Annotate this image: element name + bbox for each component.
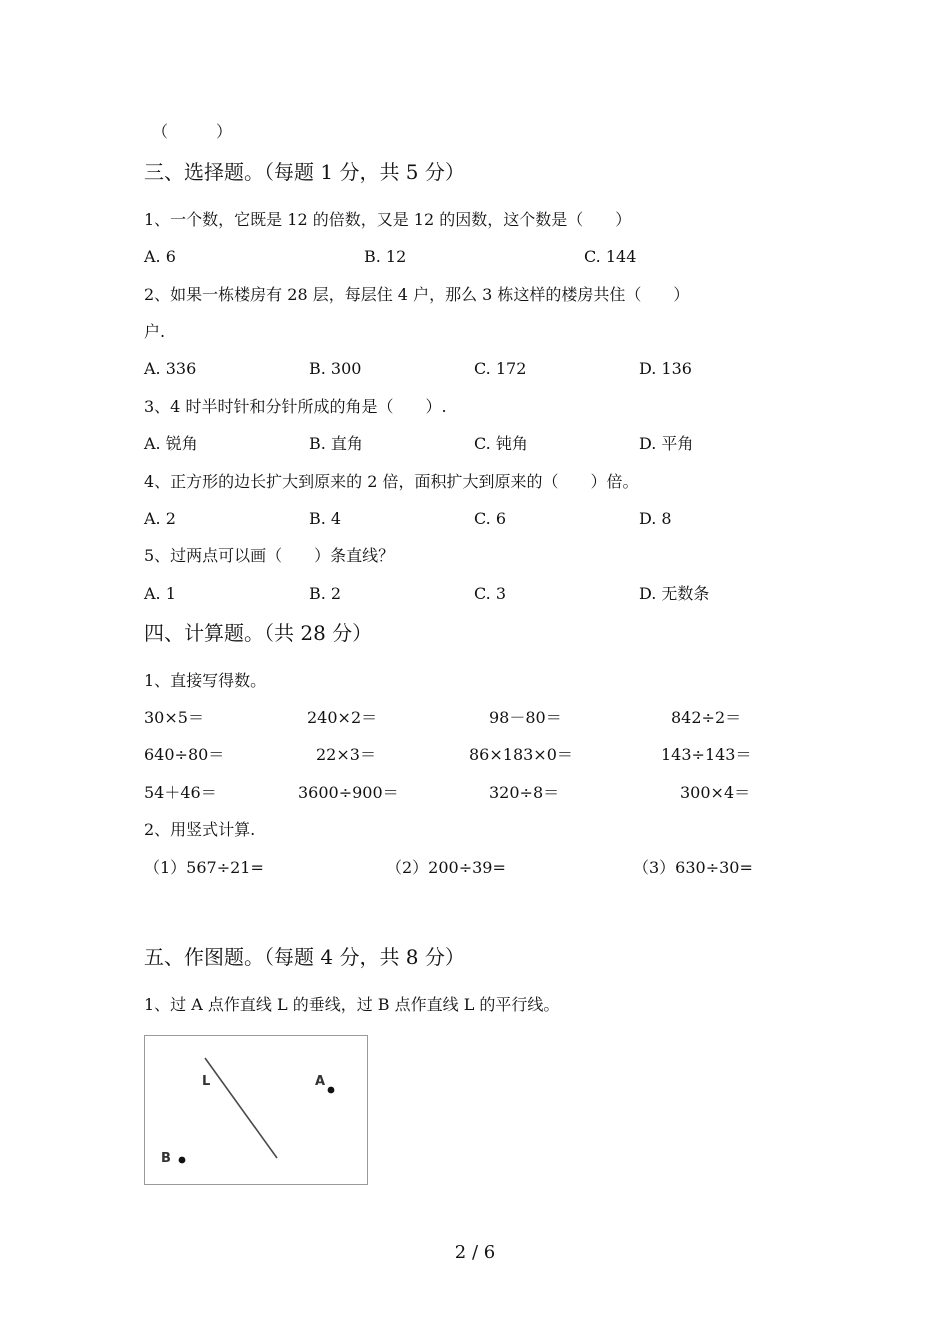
option-3-1-c: C. 144 — [584, 247, 637, 266]
option-3-3-b: B. 直角 — [309, 434, 363, 453]
question-3-2-cont: 户. — [144, 322, 166, 341]
question-4-1: 1、直接写得数。 — [144, 671, 267, 690]
calc-item: 640÷80＝ — [144, 745, 225, 764]
option-3-4-b: B. 4 — [309, 509, 342, 528]
question-3-2: 2、如果一栋楼房有 28 层，每层住 4 户，那么 3 栋这样的楼房共住（ ） — [144, 285, 690, 304]
point-a — [328, 1087, 335, 1094]
section-4-title: 四、计算题。（共 28 分） — [144, 621, 373, 645]
option-3-2-c: C. 172 — [474, 359, 527, 378]
question-5-1: 1、过 A 点作直线 L 的垂线，过 B 点作直线 L 的平行线。 — [144, 995, 560, 1014]
option-3-5-c: C. 3 — [474, 584, 507, 603]
geometry-figure — [144, 1035, 368, 1185]
option-3-5-b: B. 2 — [309, 584, 342, 603]
point-b — [179, 1157, 186, 1164]
option-3-2-a: A. 336 — [144, 359, 197, 378]
calc-item: 842÷2＝ — [671, 708, 742, 727]
option-3-3-d: D. 平角 — [639, 434, 694, 453]
option-3-2-b: B. 300 — [309, 359, 362, 378]
calc-item: 300×4＝ — [680, 783, 751, 802]
question-3-1: 1、一个数，它既是 12 的倍数，又是 12 的因数，这个数是（ ） — [144, 210, 632, 229]
question-3-4: 4、正方形的边长扩大到原来的 2 倍，面积扩大到原来的（ ）倍。 — [144, 472, 639, 491]
option-3-5-d: D. 无数条 — [639, 584, 710, 603]
vertical-calc-item: （3）630÷30= — [633, 858, 753, 877]
calc-item: 30×5＝ — [144, 708, 204, 727]
label-line-l: L — [202, 1074, 211, 1089]
vertical-calc-item: （2）200÷39= — [386, 858, 506, 877]
vertical-calc-item: （1）567÷21= — [144, 858, 264, 877]
calc-item: 240×2＝ — [307, 708, 378, 727]
line-l — [205, 1058, 277, 1158]
calc-item: 3600÷900＝ — [298, 783, 399, 802]
calc-item: 320÷8＝ — [489, 783, 560, 802]
calc-item: 98－80＝ — [489, 708, 562, 727]
option-3-2-d: D. 136 — [639, 359, 692, 378]
question-3-5: 5、过两点可以画（ ）条直线？ — [144, 546, 395, 565]
label-point-b: B — [161, 1151, 171, 1166]
question-4-2: 2、用竖式计算. — [144, 820, 256, 839]
calc-item: 54＋46＝ — [144, 783, 217, 802]
question-3-3: 3、4 时半时针和分针所成的角是（ ）. — [144, 397, 447, 416]
option-3-1-a: A. 6 — [144, 247, 176, 266]
answer-blank: （ ） — [152, 122, 233, 141]
option-3-5-a: A. 1 — [144, 584, 176, 603]
option-3-4-a: A. 2 — [144, 509, 176, 528]
section-3-title: 三、选择题。（每题 1 分，共 5 分） — [144, 160, 465, 184]
section-5-title: 五、作图题。（每题 4 分，共 8 分） — [144, 945, 465, 969]
label-point-a: A — [315, 1074, 326, 1089]
option-3-3-a: A. 锐角 — [144, 434, 198, 453]
page-number: 2 / 6 — [454, 1242, 496, 1263]
option-3-4-c: C. 6 — [474, 509, 507, 528]
option-3-3-c: C. 钝角 — [474, 434, 528, 453]
calc-item: 86×183×0＝ — [469, 745, 573, 764]
calc-item: 143÷143＝ — [661, 745, 752, 764]
figure-drawing — [145, 1036, 369, 1186]
calc-item: 22×3＝ — [316, 745, 376, 764]
option-3-4-d: D. 8 — [639, 509, 672, 528]
option-3-1-b: B. 12 — [364, 247, 407, 266]
